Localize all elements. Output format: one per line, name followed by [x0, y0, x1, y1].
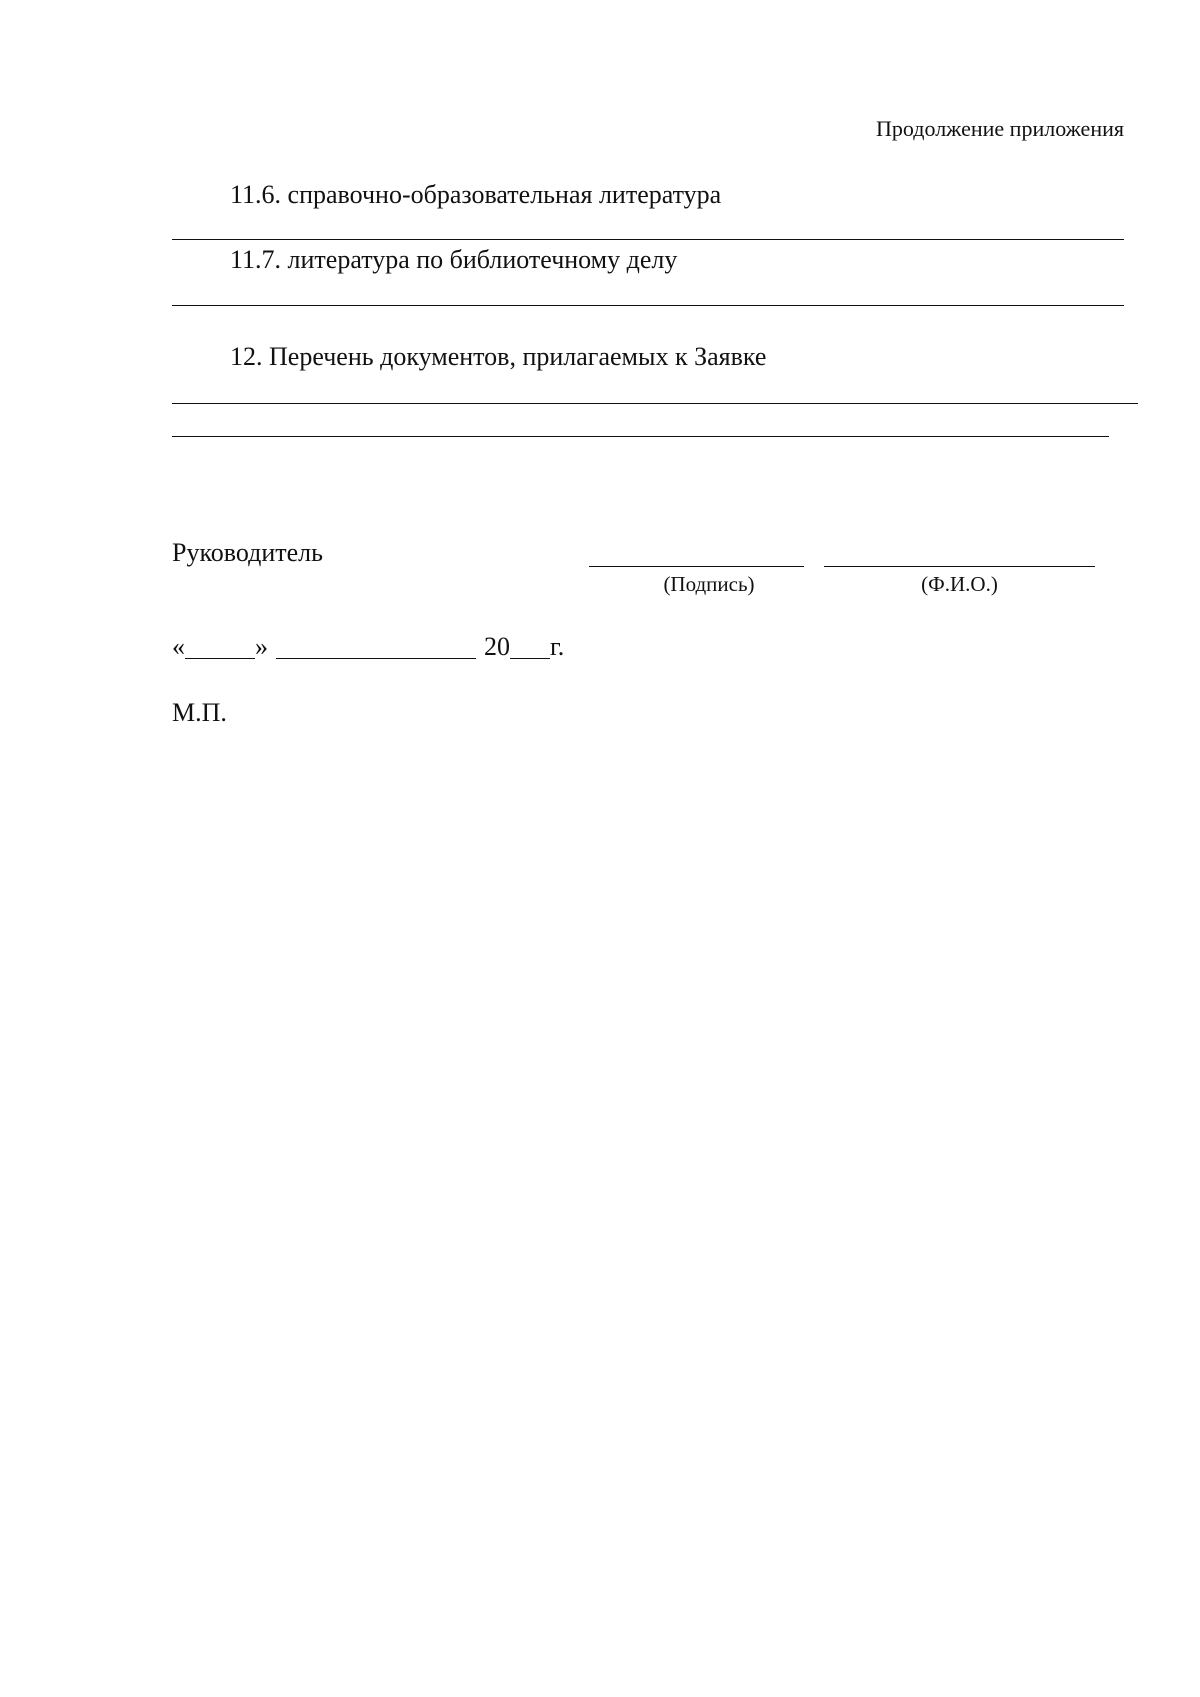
- day-blank: [185, 636, 255, 659]
- fill-line-11-6: [172, 239, 1124, 240]
- fill-line-12-second: [172, 436, 1109, 437]
- month-blank: [276, 636, 476, 659]
- date-line: [172, 634, 564, 660]
- signatory-role-label: Руководитель: [172, 538, 323, 567]
- fill-line-12-first: [172, 403, 1138, 404]
- fio-caption: (Ф.И.О.): [921, 572, 998, 596]
- header-note: Продолжение приложения: [876, 116, 1124, 141]
- item-11-7-label: 11.7. литература по библиотечному делу: [230, 245, 678, 274]
- year-blank: [510, 636, 550, 659]
- fill-line-11-7: [172, 305, 1124, 306]
- date-year-suffix: г.: [550, 632, 565, 661]
- item-11-6-label: 11.6. справочно-образовательная литература: [230, 180, 722, 209]
- stamp-place-label: М.П.: [172, 698, 227, 727]
- date-close-quote: »: [255, 632, 268, 661]
- date-century: 20: [484, 632, 510, 661]
- signature-line: [589, 566, 804, 567]
- item-12-label: 12. Перечень документов, прилагаемых к Заявке: [230, 342, 767, 371]
- date-open-quote: «: [172, 632, 185, 661]
- signature-caption: (Подпись): [663, 572, 755, 596]
- fio-line: [824, 566, 1095, 567]
